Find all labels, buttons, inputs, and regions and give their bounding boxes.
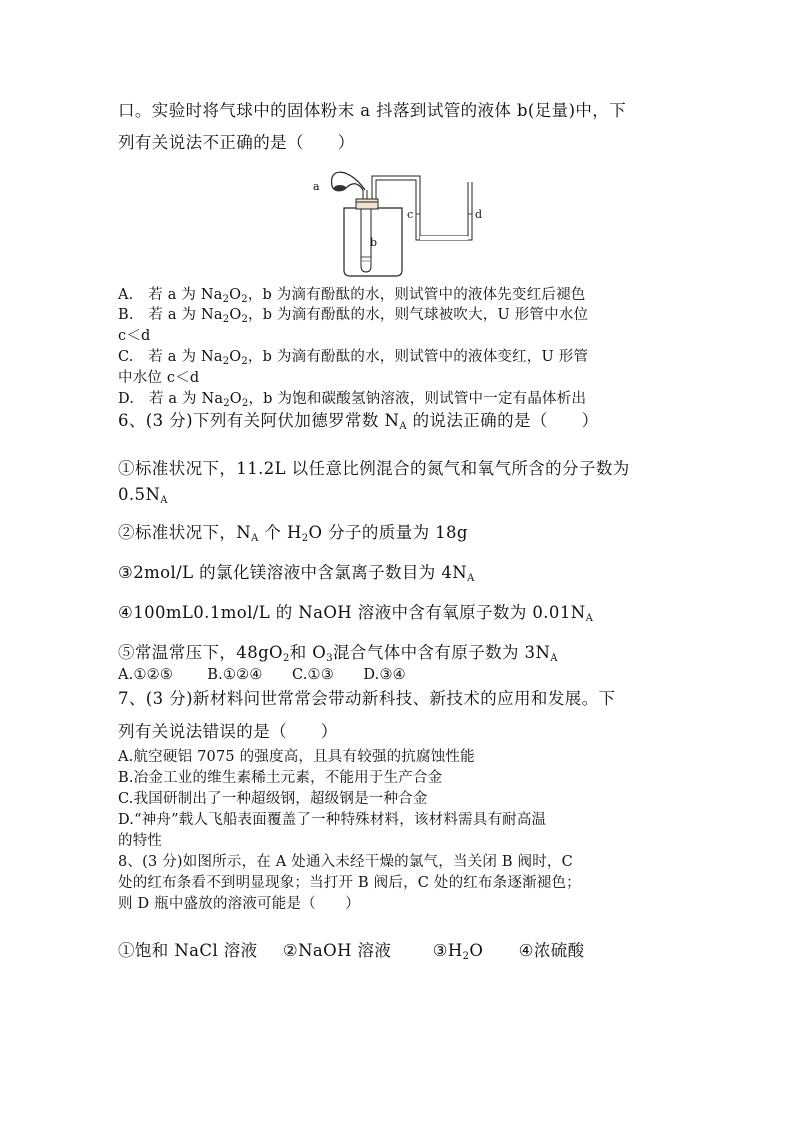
label-a: a	[313, 180, 320, 193]
q6-item-1-value: $0.5N_A$	[118, 485, 168, 506]
q5-stem-line-2: 列有关说法不正确的是（ ）	[118, 133, 355, 152]
q5-option-b-cont: c＜d	[118, 328, 151, 344]
q5-option-a: A. 若 a 为 $Na_2O_2$，b 为滴有酚酞的水，则试管中的液体先变红后褪色	[118, 287, 586, 305]
q5-option-b: B. 若 a 为 $Na_2O_2$，b 为滴有酚酞的水，则气球被吹大，U 形管中水位	[118, 307, 589, 325]
q7-stem-line-2: 列有关说法错误的是（ ）	[118, 722, 338, 741]
q7-option-d-cont: 的特性	[118, 833, 163, 849]
q8-stem-line-3: 则 D 瓶中盛放的溶液可能是（ ）	[118, 896, 360, 912]
q7-stem-line-1: 7、(3 分)新材料问世常常会带动新科技、新技术的应用和发展。下	[118, 689, 616, 708]
q6-item-5: ⑤常温常压下，$48gO_2$和 $O_3$混合气体中含有原子数为 $3N_A$	[118, 643, 558, 664]
stopper	[356, 199, 378, 209]
q6-item-2: ②标准状况下，$N_A$ 个 $H_2O$ 分子的质量为 18g	[118, 523, 468, 544]
q6-item-3: ③2mol/L 的氯化镁溶液中含氯离子数目为 $4N_A$	[118, 563, 475, 584]
q8-option-3: $③H_2O$	[432, 941, 484, 962]
q5-stem-line-1: 口。实验时将气球中的固体粉末 a 抖落到试管的液体 b(足量)中，下	[118, 101, 627, 120]
q8-stem-line-2: 处的红布条看不到明显现象；当打开 B 阀后，C 处的红布条逐渐褪色；	[118, 875, 581, 891]
q5-option-c-cont: 中水位 c＜d	[118, 370, 200, 386]
q7-option-d: D.“神舟”载人飞船表面覆盖了一种特殊材料，该材料需具有耐高温	[118, 812, 547, 828]
q5-option-d: D. 若 a 为 $Na_2O_2$，b 为饱和碳酸氢钠溶液，则试管中一定有晶体析出	[118, 391, 587, 409]
q8-option-1: ①饱和 NaCl 溶液	[118, 941, 258, 960]
q5-option-c: C. 若 a 为 $Na_2O_2$，b 为滴有酚酞的水，则试管中的液体变红，U 形管	[118, 349, 589, 367]
label-b: b	[370, 236, 378, 249]
label-d: d	[475, 208, 483, 221]
apparatus-figure	[310, 162, 500, 280]
q8-option-2: ②NaOH 溶液	[282, 941, 392, 960]
label-c: c	[407, 208, 414, 221]
q6-stem: 6、(3 分)下列有关阿伏加德罗常数 $N_A$ 的说法正确的是（ ）	[118, 411, 599, 432]
q8-options	[118, 941, 585, 967]
q7-option-c: C.我国研制出了一种超级钢，超级钢是一种合金	[118, 791, 428, 807]
q6-choices: A.①②⑤ B.①②④ C.①③ D.③④	[118, 667, 406, 683]
solid-powder	[334, 185, 346, 191]
q8-option-4: ④浓硫酸	[518, 941, 585, 960]
q7-option-a: A.航空硬铝 7075 的强度高，且具有较强的抗腐蚀性能	[118, 749, 475, 765]
q6-item-4: ④100mL0.1mol/L 的 NaOH 溶液中含有氧原子数为 $0.01N_A$	[118, 603, 594, 624]
q8-stem-line-1: 8、(3 分)如图所示，在 A 处通入未经干燥的氯气，当关闭 B 阀时，C	[118, 854, 573, 870]
u-tube	[416, 182, 472, 240]
q6-item-1: ①标准状况下，11.2L 以任意比例混合的氮气和氧气所含的分子数为	[118, 459, 630, 478]
apparatus-diagram	[310, 162, 500, 280]
q7-option-b: B.冶金工业的维生素稀土元素，不能用于生产合金	[118, 770, 443, 786]
